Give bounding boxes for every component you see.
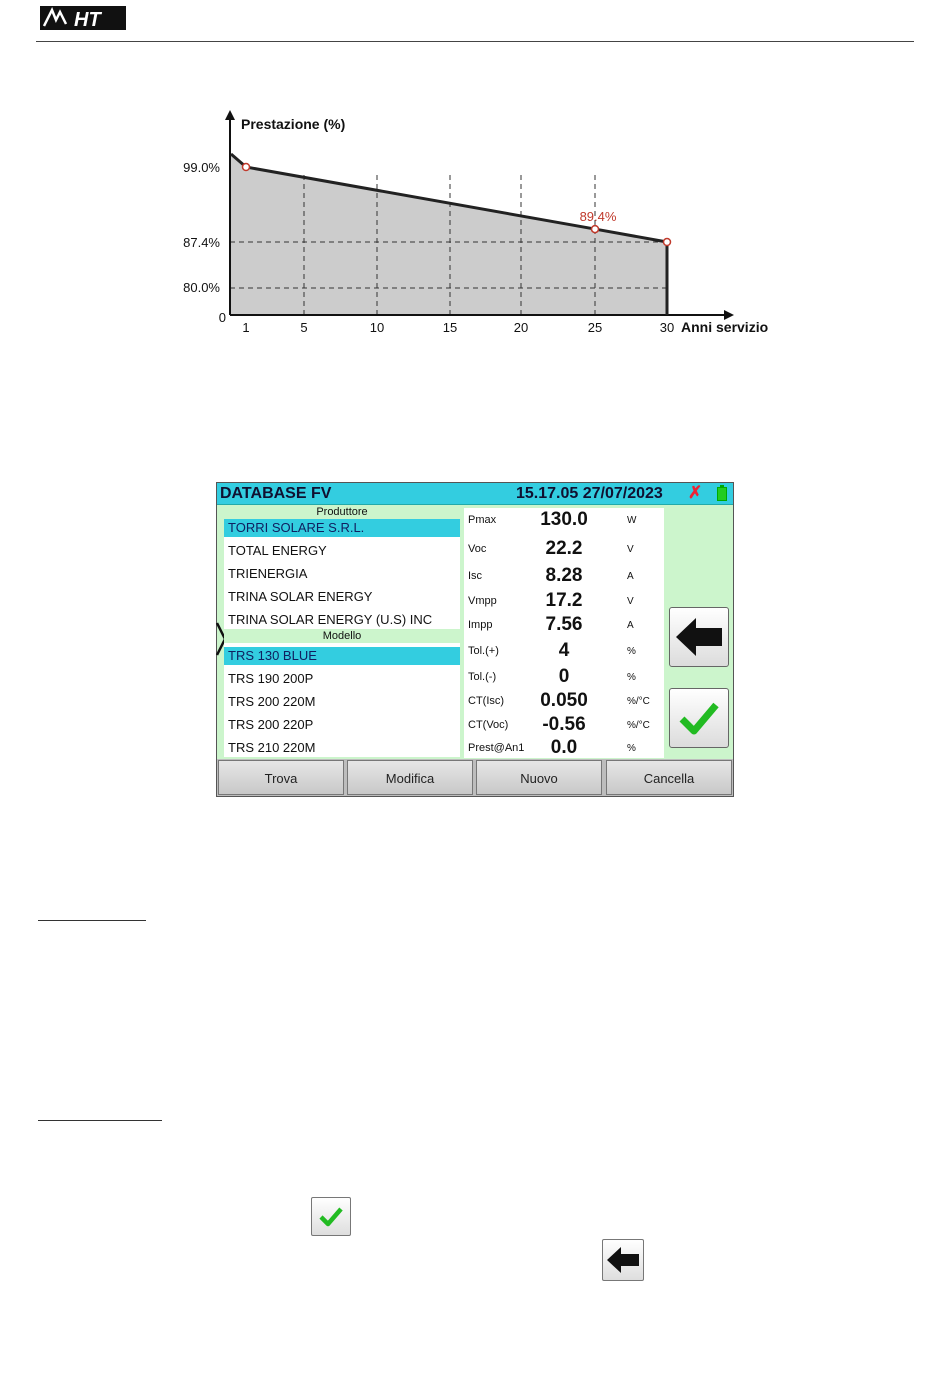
y-tick-label: 0	[218, 310, 226, 325]
checkmark-icon	[312, 1198, 350, 1235]
param-value: -0.56	[542, 714, 586, 735]
param-unit: %	[627, 672, 636, 683]
param-name: Isc	[468, 570, 483, 582]
param-name: Tol.(+)	[468, 645, 499, 657]
data-point	[243, 164, 250, 171]
model-section-label: Modello	[224, 629, 460, 643]
param-value: 0.0	[550, 737, 578, 758]
parameters-panel	[464, 508, 664, 758]
logo-text: HT	[74, 9, 101, 31]
param-unit: W	[627, 515, 637, 526]
param-value: 22.2	[545, 538, 583, 559]
param-unit: V	[627, 544, 634, 555]
y-axis-arrow	[225, 110, 235, 120]
model-item[interactable]: TRS 130 BLUE	[224, 647, 460, 665]
param-row-ct-isc	[464, 689, 664, 713]
param-name: Tol.(-)	[468, 671, 497, 683]
x-tick-label: 1	[242, 320, 250, 335]
param-value: 8.28	[545, 565, 583, 586]
param-row-vmpp	[464, 589, 664, 613]
x-tick-label: 5	[300, 320, 308, 335]
param-row-prest-an1	[464, 736, 664, 760]
param-value: 17.2	[545, 590, 583, 611]
model-item[interactable]: TRS 210 220M	[228, 740, 316, 755]
section-underline	[38, 920, 146, 921]
param-unit: A	[627, 571, 634, 582]
data-annotation: 89.4%	[579, 209, 617, 224]
param-row-impp	[464, 613, 664, 637]
param-name: Impp	[468, 619, 493, 631]
model-item[interactable]: TRS 200 220P	[228, 717, 314, 732]
param-value: 0	[558, 666, 570, 687]
arrow-left-icon	[670, 608, 728, 666]
header-divider	[36, 41, 914, 42]
x-tick-label: 10	[369, 320, 385, 335]
selection-list	[224, 505, 460, 757]
x-tick-label: 30	[659, 320, 675, 335]
param-name: Vmpp	[468, 595, 497, 607]
param-unit: %	[627, 646, 636, 657]
param-unit: %	[627, 743, 636, 754]
ht-brand-logo-icon	[40, 4, 126, 32]
producer-item[interactable]: TOTAL ENERGY	[228, 543, 327, 558]
param-row-ct-voc	[464, 713, 664, 737]
confirm-button[interactable]	[669, 688, 729, 748]
x-tick-label: 20	[513, 320, 529, 335]
model-item[interactable]: TRS 190 200P	[228, 671, 314, 686]
param-name: Voc	[468, 543, 487, 555]
back-button[interactable]	[669, 607, 729, 667]
producer-item[interactable]: TRINA SOLAR ENERGY (U.S) INC	[228, 612, 433, 627]
param-name: Pmax	[468, 514, 497, 526]
param-unit: %/°C	[627, 696, 650, 707]
find-button[interactable]: Trova	[218, 760, 344, 795]
param-row-voc	[464, 537, 664, 561]
database-fv-screen	[216, 482, 734, 797]
param-value: 7.56	[545, 614, 583, 635]
y-tick-label: 87.4%	[183, 235, 220, 250]
title-bar	[217, 483, 733, 505]
x-tick-label: 15	[442, 320, 458, 335]
y-tick-label: 99.0%	[183, 160, 220, 175]
producer-item[interactable]: TORRI SOLARE S.R.L.	[224, 519, 460, 537]
y-tick-label: 80.0%	[183, 280, 220, 295]
section-underline	[38, 1120, 162, 1121]
producer-item[interactable]: TRINA SOLAR ENERGY	[228, 589, 373, 604]
x-tick-label: 25	[587, 320, 603, 335]
chart-area-fill	[231, 154, 667, 315]
checkmark-icon	[670, 689, 728, 747]
param-unit: %/°C	[627, 720, 650, 731]
param-name: Prest@An1	[468, 742, 525, 754]
performance-chart	[0, 100, 950, 350]
producer-section-label: Produttore	[224, 505, 460, 519]
arrow-left-icon	[603, 1240, 643, 1280]
screen-title: DATABASE FV	[220, 485, 332, 502]
param-row-tol-minus	[464, 665, 664, 689]
back-icon-reference	[602, 1239, 644, 1281]
data-point	[664, 239, 671, 246]
datetime-display: 15.17.05 27/07/2023	[516, 485, 663, 502]
close-x-icon[interactable]: ✗	[688, 483, 703, 502]
param-value: 4	[558, 640, 570, 661]
param-name: CT(Voc)	[468, 719, 509, 731]
param-unit: V	[627, 596, 634, 607]
param-row-isc	[464, 564, 664, 588]
battery-icon	[717, 487, 727, 501]
delete-button[interactable]: Cancella	[606, 760, 732, 795]
y-axis-label: Prestazione (%)	[241, 116, 346, 132]
producer-item[interactable]: TRIENERGIA	[228, 566, 308, 581]
param-row-tol-plus	[464, 639, 664, 663]
param-name: CT(Isc)	[468, 695, 505, 707]
new-button[interactable]: Nuovo	[476, 760, 602, 795]
bottom-toolbar	[217, 759, 733, 796]
param-row-pmax	[464, 508, 664, 532]
x-axis-label: Anni servizio	[681, 319, 769, 335]
param-unit: A	[627, 620, 634, 631]
param-value: 130.0	[540, 509, 588, 530]
edit-button[interactable]: Modifica	[347, 760, 473, 795]
param-value: 0.050	[540, 690, 588, 711]
data-point	[592, 226, 599, 233]
confirm-icon-reference	[311, 1197, 351, 1236]
model-item[interactable]: TRS 200 220M	[228, 694, 316, 709]
